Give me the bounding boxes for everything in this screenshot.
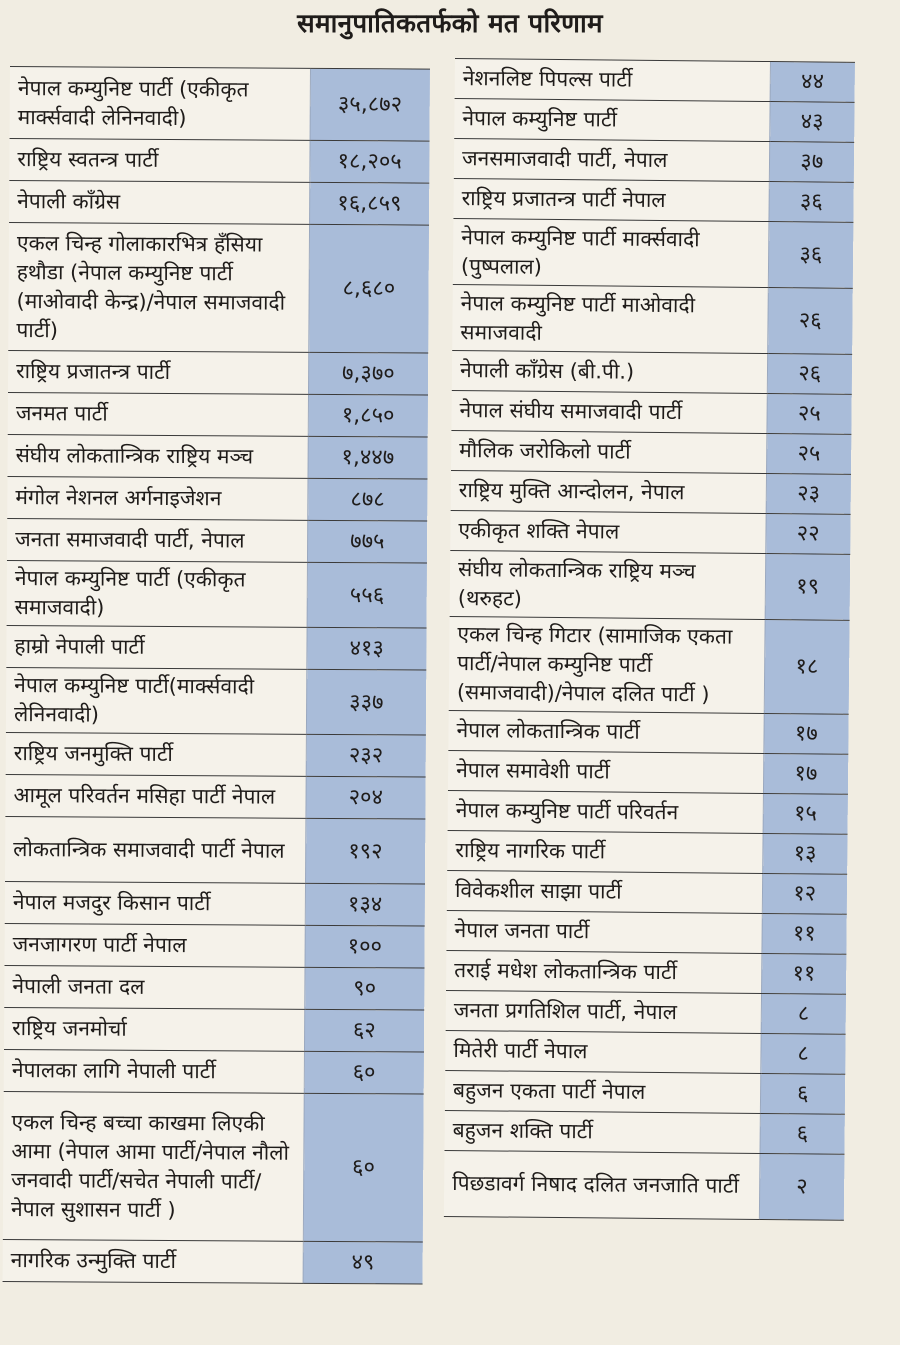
vote-count-cell: २३ — [766, 474, 851, 515]
party-name-cell: एकल चिन्ह बच्चा काखमा लिएकी आमा (नेपाल आमा पार्टी/नेपाल नौलो जनवादी पार्टी/सचेत नेपाली पार्टी/नेपाल सुशासन पार्टी ) — [3, 1091, 304, 1241]
vote-count-cell: १८,२०५ — [309, 140, 429, 183]
party-name-cell: जनसमाजवादी पार्टी, नेपाल — [454, 138, 769, 181]
vote-count-cell: ४९ — [303, 1241, 423, 1284]
vote-count-cell: १७ — [763, 753, 848, 794]
table-row — [450, 550, 851, 620]
vote-count-cell: ७,३७० — [308, 352, 428, 395]
table-row — [9, 180, 429, 225]
vote-count-cell: ३७ — [769, 142, 854, 183]
party-name-cell: जनता प्रगतिशिल पार्टी, नेपाल — [446, 990, 761, 1033]
table-row — [451, 430, 851, 474]
table-row — [4, 1049, 424, 1094]
party-name-cell: लोकतान्त्रिक समाजवादी पार्टी नेपाल — [5, 816, 305, 883]
party-name-cell: संघीय लोकतान्त्रिक राष्ट्रिय मञ्च (थरुहट) — [450, 550, 766, 619]
vote-count-cell: ८,६८० — [308, 224, 429, 353]
table-row — [7, 434, 427, 479]
table-row — [3, 1239, 423, 1284]
party-name-cell: राष्ट्रिय स्वतन्त्र पार्टी — [9, 138, 309, 182]
vote-count-cell: ६ — [760, 1073, 845, 1114]
table-row — [454, 98, 854, 142]
table-row — [5, 816, 425, 884]
table-row — [8, 222, 429, 353]
party-name-cell: नेपाल मजदुर किसान पार्टी — [5, 881, 305, 925]
party-name-cell: नेपाली काँग्रेस (बी.पी.) — [452, 350, 767, 393]
vote-count-cell: २०४ — [305, 776, 425, 819]
vote-count-cell: ६० — [304, 1051, 424, 1094]
party-name-cell: नेपाल कम्युनिष्ट पार्टी माओवादी समाजवादी — [452, 284, 768, 353]
party-name-cell: जनजागरण पार्टी नेपाल — [5, 923, 305, 967]
vote-count-cell: ४४ — [770, 62, 855, 103]
table-row — [445, 1110, 845, 1154]
party-name-cell: नेपाल समावेशी पार्टी — [448, 750, 763, 793]
party-name-cell: राष्ट्रिय प्रजातन्त्र पार्टी — [8, 350, 308, 394]
table-row — [7, 476, 427, 521]
party-name-cell: राष्ट्रिय मुक्ति आन्दोलन, नेपाल — [451, 470, 766, 513]
vote-count-cell: १९२ — [305, 818, 425, 884]
party-name-cell: एकल चिन्ह गिटार (सामाजिक एकता पार्टी/नेपाल कम्युनिष्ट पार्टी (समाजवादी)/नेपाल दलित पार्टी ) — [449, 616, 765, 713]
table-row — [446, 950, 846, 994]
vote-count-cell: २२ — [765, 514, 850, 555]
table-row — [6, 667, 426, 735]
table-row — [7, 560, 427, 628]
table-row — [447, 830, 847, 874]
party-name-cell: राष्ट्रिय जनमुक्ति पार्टी — [6, 732, 306, 776]
table-row — [453, 218, 854, 288]
table-row — [451, 390, 851, 434]
vote-count-cell: ११ — [761, 953, 846, 994]
table-row — [445, 1070, 845, 1114]
party-name-cell: नेपाल लोकतान्त्रिक पार्टी — [448, 710, 763, 753]
vote-count-cell: १,४४७ — [307, 436, 427, 479]
table-row — [447, 870, 847, 914]
table-row — [450, 510, 850, 554]
vote-count-cell: २३२ — [306, 734, 426, 777]
party-name-cell: राष्ट्रिय जनमोर्चा — [4, 1007, 304, 1051]
party-name-cell: तराई मधेश लोकतान्त्रिक पार्टी — [446, 950, 761, 993]
vote-count-cell: ११ — [761, 913, 846, 954]
vote-count-cell: ९० — [304, 967, 424, 1010]
vote-count-cell: ८७८ — [307, 478, 427, 521]
table-row — [453, 178, 853, 222]
vote-count-cell: २६ — [767, 288, 853, 355]
table-row — [6, 732, 426, 777]
party-name-cell: संघीय लोकतान्त्रिक राष्ट्रिय मञ्च — [7, 434, 307, 478]
vote-count-cell: २ — [759, 1153, 845, 1220]
table-row — [10, 66, 430, 141]
table-row — [4, 965, 424, 1010]
vote-count-cell: ६ — [759, 1113, 844, 1154]
party-name-cell: जनता समाजवादी पार्टी, नेपाल — [7, 518, 307, 562]
party-name-cell: एकीकृत शक्ति नेपाल — [450, 510, 765, 553]
table-row — [454, 138, 854, 182]
party-name-cell: नेपाल कम्युनिष्ट पार्टी (एकीकृत मार्क्सवादी लेनिनवादी) — [10, 66, 310, 140]
party-name-cell: राष्ट्रिय नागरिक पार्टी — [447, 830, 762, 873]
party-name-cell: नेपाल जनता पार्टी — [446, 910, 761, 953]
vote-count-cell: १५ — [763, 793, 848, 834]
table-row — [451, 470, 851, 514]
table-row — [3, 1091, 424, 1242]
party-name-cell: पिछडावर्ग निषाद दलित जनजाति पार्टी — [444, 1150, 760, 1219]
vote-count-cell: १२ — [762, 873, 847, 914]
table-row — [455, 58, 855, 102]
vote-count-cell: १६,८५९ — [309, 182, 429, 225]
party-name-cell: नेपाल कम्युनिष्ट पार्टी (एकीकृत समाजवादी) — [7, 560, 307, 627]
party-name-cell: नेशनलिष्ट पिपल्स पार्टी — [455, 58, 770, 101]
party-name-cell: राष्ट्रिय प्रजातन्त्र पार्टी नेपाल — [453, 178, 768, 221]
party-name-cell: मौलिक जरोकिलो पार्टी — [451, 430, 766, 473]
vote-count-cell: १३४ — [305, 883, 425, 926]
party-name-cell: नेपाल कम्युनिष्ट पार्टी — [454, 98, 769, 141]
table-row — [9, 138, 429, 183]
vote-count-cell: ३३७ — [306, 669, 426, 735]
party-name-cell: नेपाली काँग्रेस — [9, 180, 309, 224]
table-row — [5, 774, 425, 819]
party-name-cell: बहुजन एकता पार्टी नेपाल — [445, 1070, 760, 1113]
table-row — [448, 750, 848, 794]
table-row — [452, 350, 852, 394]
party-name-cell: नेपाल कम्युनिष्ट पार्टी मार्क्सवादी (पुष्पलाल) — [453, 218, 769, 287]
vote-count-cell: २६ — [767, 354, 852, 395]
party-name-cell: नेपाल कम्युनिष्ट पार्टी(मार्क्सवादी लेनिनवादी) — [6, 667, 306, 734]
party-name-cell: नेपाली जनता दल — [4, 965, 304, 1009]
party-name-cell: नेपाल कम्युनिष्ट पार्टी परिवर्तन — [448, 790, 763, 833]
party-name-cell: एकल चिन्ह गोलाकारभित्र हँसिया हथौडा (नेपाल कम्युनिष्ट पार्टी (माओवादी केन्द्र)/नेपाल समाजवादी पार्टी) — [8, 222, 309, 352]
vote-count-cell: ६० — [303, 1093, 424, 1242]
vote-count-cell: ४३ — [769, 102, 854, 143]
table-row — [446, 910, 846, 954]
party-name-cell: नेपालका लागि नेपाली पार्टी — [4, 1049, 304, 1093]
table-row — [448, 710, 848, 754]
table-row — [444, 1150, 845, 1220]
party-name-cell: मितेरी पार्टी नेपाल — [445, 1030, 760, 1073]
vote-count-cell: ७७५ — [307, 520, 427, 563]
party-name-cell: हाम्रो नेपाली पार्टी — [6, 625, 306, 669]
party-name-cell: आमूल परिवर्तन मसिहा पार्टी नेपाल — [5, 774, 305, 818]
vote-count-cell: ८ — [761, 993, 846, 1034]
vote-count-cell: २५ — [766, 394, 851, 435]
table-row — [5, 923, 425, 968]
results-table-left — [3, 66, 430, 1285]
results-table-right — [444, 58, 855, 1221]
party-name-cell: नेपाल संघीय समाजवादी पार्टी — [451, 390, 766, 433]
page-title: समानुपातिकतर्फको मत परिणाम — [297, 9, 603, 39]
vote-count-cell: ४१३ — [306, 627, 426, 670]
party-name-cell: बहुजन शक्ति पार्टी — [445, 1110, 760, 1153]
party-name-cell: जनमत पार्टी — [8, 392, 308, 436]
vote-count-cell: ३६ — [768, 182, 853, 223]
vote-count-cell: १,८५० — [308, 394, 428, 437]
vote-count-cell: ८ — [760, 1033, 845, 1074]
table-row — [7, 518, 427, 563]
party-name-cell: नागरिक उन्मुक्ति पार्टी — [3, 1239, 303, 1283]
table-row — [445, 1030, 845, 1074]
table-row — [5, 881, 425, 926]
vote-count-cell: ६२ — [304, 1009, 424, 1052]
vote-count-cell: १३ — [762, 833, 847, 874]
table-row — [8, 350, 428, 395]
table-row — [449, 616, 850, 714]
vote-count-cell: १९ — [765, 554, 851, 621]
party-name-cell: विवेकशील साझा पार्टी — [447, 870, 762, 913]
vote-count-cell: १७ — [763, 713, 848, 754]
table-row — [8, 392, 428, 437]
vote-count-cell: २५ — [766, 434, 851, 475]
table-row — [446, 990, 846, 1034]
table-row — [452, 284, 853, 354]
vote-count-cell: ३५,८७२ — [310, 68, 430, 141]
table-row — [448, 790, 848, 834]
table-row — [4, 1007, 424, 1052]
vote-count-cell: ३६ — [768, 222, 854, 289]
party-name-cell: मंगोल नेशनल अर्गनाइजेशन — [7, 476, 307, 520]
table-row — [6, 625, 426, 670]
vote-count-cell: १०० — [304, 925, 424, 968]
vote-count-cell: १८ — [764, 619, 850, 714]
vote-count-cell: ५५६ — [307, 562, 427, 628]
